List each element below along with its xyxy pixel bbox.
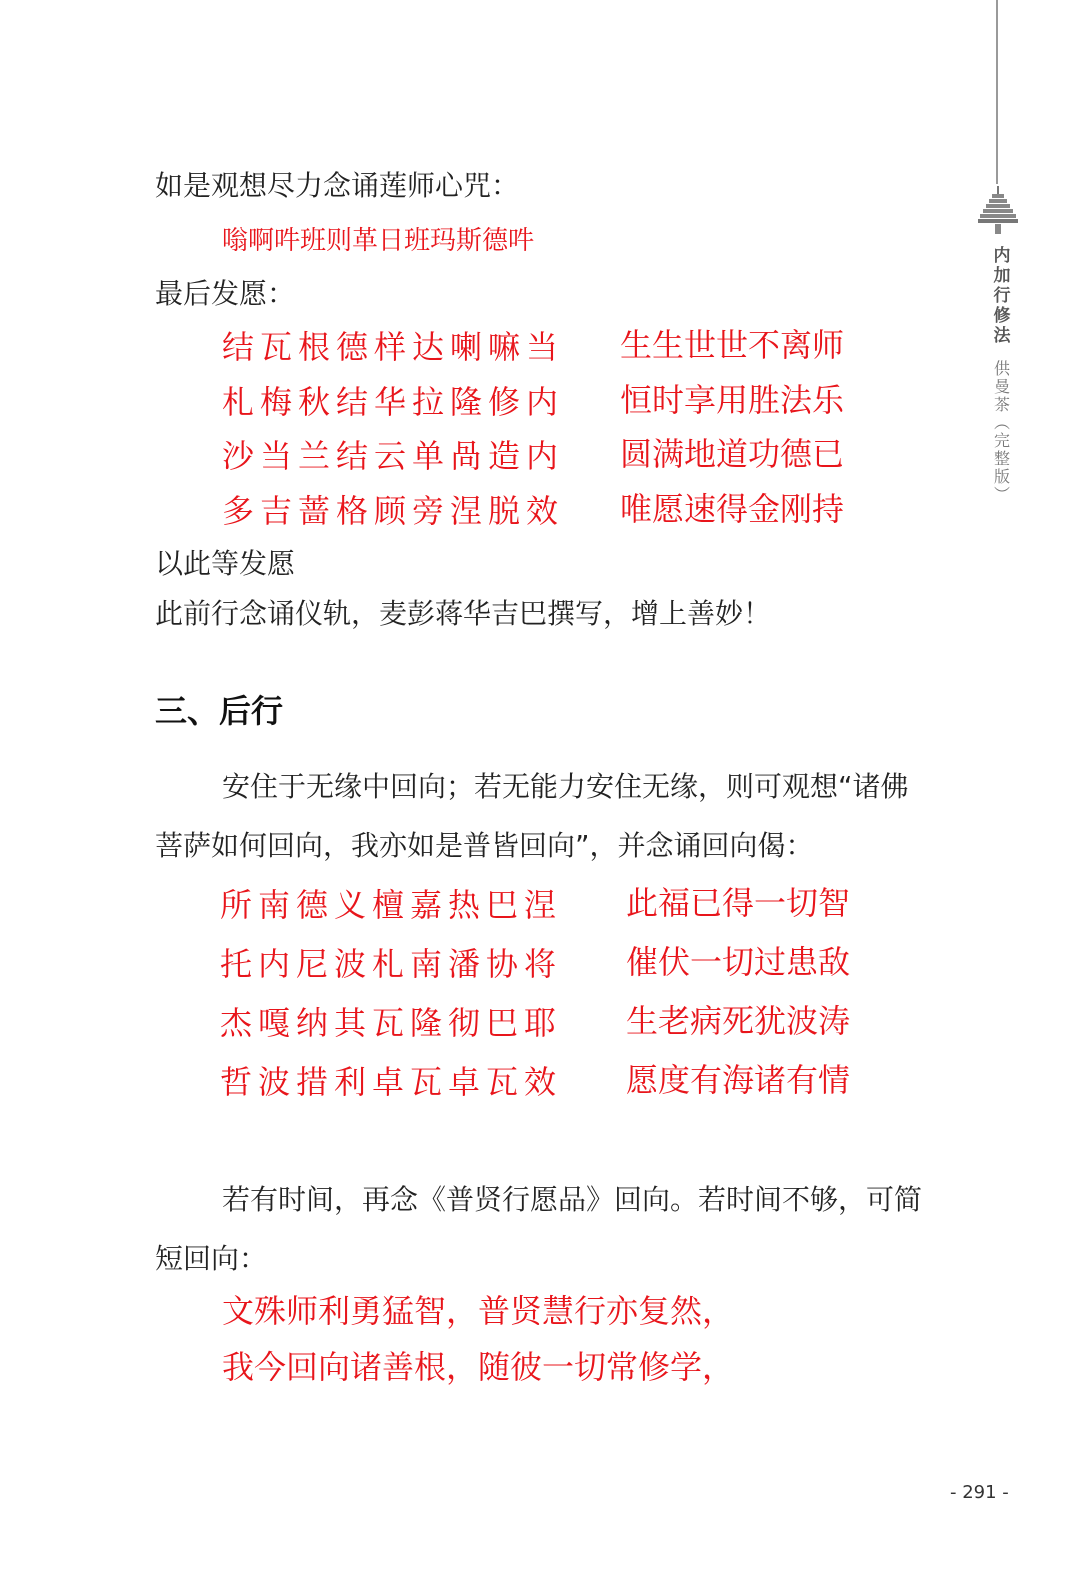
side-subtitle-char: 曼 — [993, 377, 1010, 396]
side-title-char: 修 — [993, 306, 1011, 326]
side-rule — [996, 0, 998, 184]
side-subtitle-char: 整 — [993, 449, 1010, 468]
vow-label: 最后发愿： — [155, 277, 296, 310]
page-number: - 291 - — [950, 1482, 1009, 1503]
verse2-right-line: 愿度有海诸有情 — [626, 1061, 851, 1099]
verse1-left-line: 沙当兰结云单咼造内 — [222, 437, 565, 475]
side-title-char: 行 — [993, 286, 1011, 306]
side-title-char: 法 — [993, 326, 1011, 346]
paragraph-line: 短回向： — [155, 1242, 268, 1275]
side-subtitle-char: 完 — [993, 431, 1010, 450]
side-subtitle-char: 茶 — [993, 395, 1010, 414]
verse1-right-line: 圆满地道功德已 — [620, 435, 845, 473]
closing-line-1: 以此等发愿 — [155, 547, 296, 580]
verse2-left-line: 哲波措利卓瓦卓瓦效 — [220, 1063, 563, 1101]
side-title — [990, 246, 1014, 346]
paragraph-line: 菩萨如何回向，我亦如是普皆回向”，并念诵回向偈： — [155, 829, 814, 862]
side-title-char: 加 — [993, 266, 1011, 286]
verse1-left-line: 多吉蔷格顾旁涅脱效 — [222, 492, 565, 530]
side-subtitle-char: ︵ — [993, 413, 1010, 432]
side-title-char: 内 — [993, 246, 1011, 266]
verse2-left-line: 托内尼波札南潘协将 — [220, 945, 563, 983]
verse1-right-line: 生生世世不离师 — [620, 326, 845, 364]
verse1-left-line: 结瓦根德样达喇嘛当 — [222, 328, 565, 366]
side-subtitle-char: 版 — [993, 467, 1010, 486]
verse2-left-line: 杰嘎纳其瓦隆彻巴耶 — [220, 1004, 563, 1042]
verse2-right-line: 此福已得一切智 — [626, 884, 851, 922]
pagoda-icon — [978, 186, 1018, 238]
paragraph-line: 安住于无缘中回向；若无能力安住无缘，则可观想“诸佛 — [222, 770, 909, 803]
side-subtitle-char: ︶ — [993, 485, 1010, 504]
mantra-text: 嗡啊吽班则革日班玛斯德吽 — [222, 226, 535, 256]
verse2-right-line: 生老病死犹波涛 — [626, 1002, 851, 1040]
dedication-line: 文殊师利勇猛智，普贤慧行亦复然， — [222, 1292, 735, 1330]
closing-line-2: 此前行念诵仪轨，麦彭蒋华吉巴撰写，增上善妙！ — [155, 597, 772, 630]
verse1-right-line: 恒时享用胜法乐 — [620, 381, 845, 419]
paragraph-line: 若有时间，再念《普贤行愿品》回向。若时间不够，可简 — [222, 1183, 923, 1216]
section-heading: 三、后行 — [155, 692, 284, 730]
intro-text: 如是观想尽力念诵莲师心咒： — [155, 169, 520, 202]
verse2-right-line: 催伏一切过患敌 — [626, 943, 851, 981]
side-subtitle — [990, 360, 1014, 504]
verse1-left-line: 札梅秋结华拉隆修内 — [222, 383, 565, 421]
dedication-line: 我今回向诸善根，随彼一切常修学， — [222, 1348, 735, 1386]
verse1-right-line: 唯愿速得金刚持 — [620, 490, 845, 528]
side-subtitle-char: 供 — [993, 359, 1010, 378]
verse2-left-line: 所南德义檀嘉热巴涅 — [220, 886, 563, 924]
